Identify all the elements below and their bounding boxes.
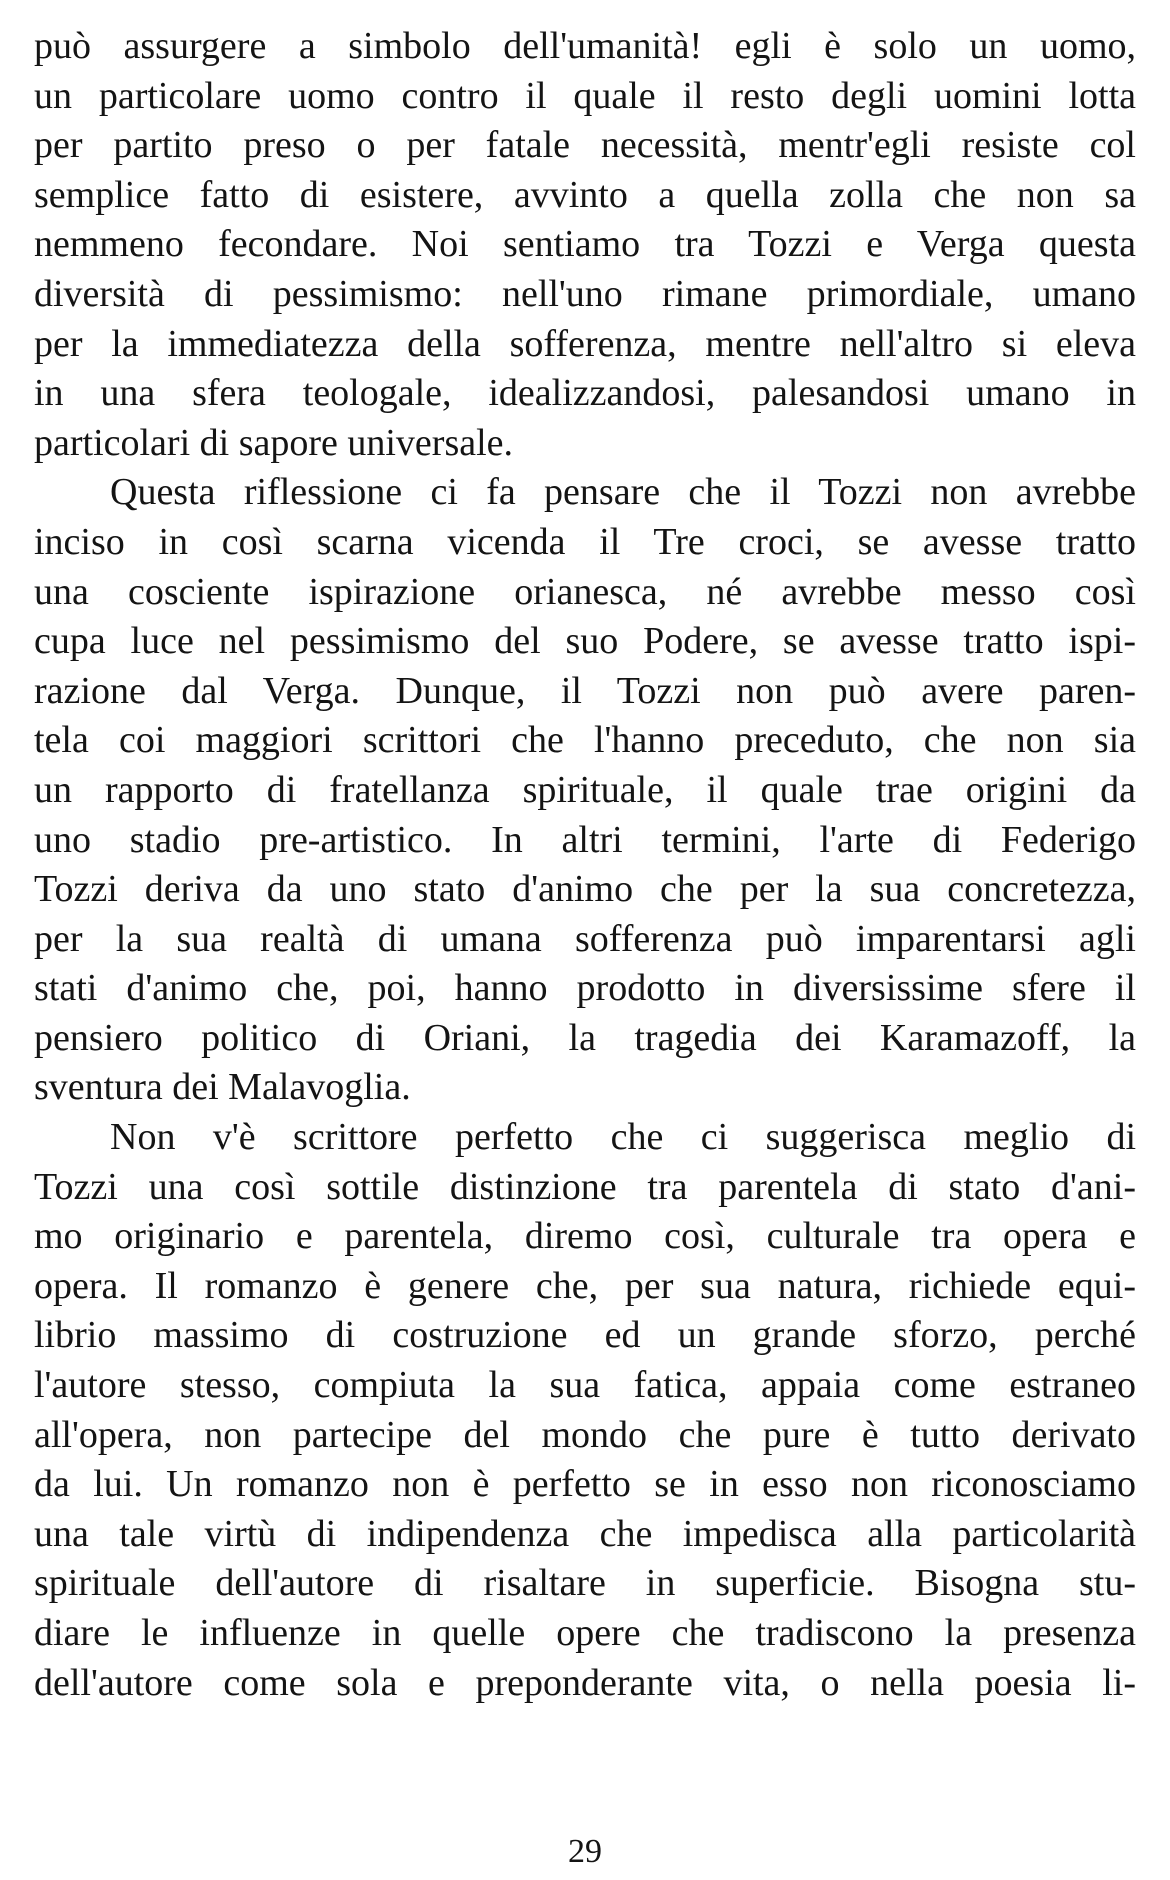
text-line: cupa luce nel pessimismo del suo Podere, se avesse tratto ispi- bbox=[34, 620, 1136, 663]
text-line: librio massimo di costruzione ed un grande sforzo, perché bbox=[34, 1314, 1136, 1357]
page-number: 29 bbox=[568, 1833, 602, 1870]
text-line: razione dal Verga. Dunque, il Tozzi non può avere paren- bbox=[34, 669, 1136, 712]
text-line: dell'autore come sola e preponderante vita, o nella poesia li- bbox=[34, 1661, 1136, 1704]
text-line: pensiero politico di Oriani, la tragedia dei Karamazoff, la bbox=[34, 1016, 1136, 1059]
text-line: in una sfera teologale, idealizzandosi, palesandosi umano in bbox=[34, 372, 1136, 415]
text-line: stati d'animo che, poi, hanno prodotto in diversissime sfere il bbox=[34, 967, 1136, 1010]
text-line: opera. Il romanzo è genere che, per sua natura, richiede equi- bbox=[34, 1264, 1136, 1307]
text-line: all'opera, non partecipe del mondo che pure è tutto derivato bbox=[34, 1413, 1136, 1456]
text-line: nemmeno fecondare. Noi sentiamo tra Tozzi e Verga questa bbox=[34, 223, 1136, 266]
text-line: Tozzi deriva da uno stato d'animo che per la sua concretezza, bbox=[34, 868, 1136, 911]
text-line: diversità di pessimismo: nell'uno rimane primordiale, umano bbox=[34, 272, 1136, 315]
text-line: tela coi maggiori scrittori che l'hanno preceduto, che non sia bbox=[34, 719, 1136, 762]
text-line: per partito preso o per fatale necessità, mentr'egli resiste col bbox=[34, 124, 1136, 167]
text-line: inciso in così scarna vicenda il Tre croci, se avesse tratto bbox=[34, 520, 1136, 563]
text-line: Questa riflessione ci fa pensare che il Tozzi non avrebbe bbox=[110, 471, 1136, 514]
text-line: semplice fatto di esistere, avvinto a quella zolla che non sa bbox=[34, 173, 1136, 216]
text-line: un particolare uomo contro il quale il resto degli uomini lotta bbox=[34, 74, 1136, 117]
text-line: l'autore stesso, compiuta la sua fatica, appaia come estraneo bbox=[34, 1364, 1136, 1407]
page-body-text bbox=[34, 22, 1136, 1708]
text-line: per la immediatezza della sofferenza, mentre nell'altro si eleva bbox=[34, 322, 1136, 365]
text-line: può assurgere a simbolo dell'umanità! egli è solo un uomo, bbox=[34, 25, 1136, 67]
text-line: una cosciente ispirazione orianesca, né avrebbe messo così bbox=[34, 570, 1136, 613]
text-line: mo originario e parentela, diremo così, culturale tra opera e bbox=[34, 1215, 1136, 1258]
text-line: Non v'è scrittore perfetto che ci suggerisca meglio di bbox=[110, 1116, 1136, 1159]
paragraph-3 bbox=[34, 1113, 1136, 1708]
text-line: Tozzi una così sottile distinzione tra parentela di stato d'ani- bbox=[34, 1165, 1136, 1208]
paragraph-2 bbox=[34, 468, 1136, 1113]
text-line: particolari di sapore universale. bbox=[34, 421, 514, 464]
text-line: un rapporto di fratellanza spirituale, il quale trae origini da bbox=[34, 768, 1136, 811]
text-line: uno stadio pre-artistico. In altri termini, l'arte di Federigo bbox=[34, 818, 1136, 861]
text-line: per la sua realtà di umana sofferenza può imparentarsi agli bbox=[34, 917, 1136, 960]
text-line: sventura dei Malavoglia. bbox=[34, 1066, 411, 1109]
text-line: una tale virtù di indipendenza che impedisca alla particolarità bbox=[34, 1512, 1136, 1555]
text-line: da lui. Un romanzo non è perfetto se in esso non riconosciamo bbox=[34, 1463, 1136, 1506]
text-line: diare le influenze in quelle opere che tradiscono la presenza bbox=[34, 1612, 1136, 1654]
paragraph-1 bbox=[34, 22, 1136, 468]
text-line: spirituale dell'autore di risaltare in superficie. Bisogna stu- bbox=[34, 1562, 1136, 1605]
